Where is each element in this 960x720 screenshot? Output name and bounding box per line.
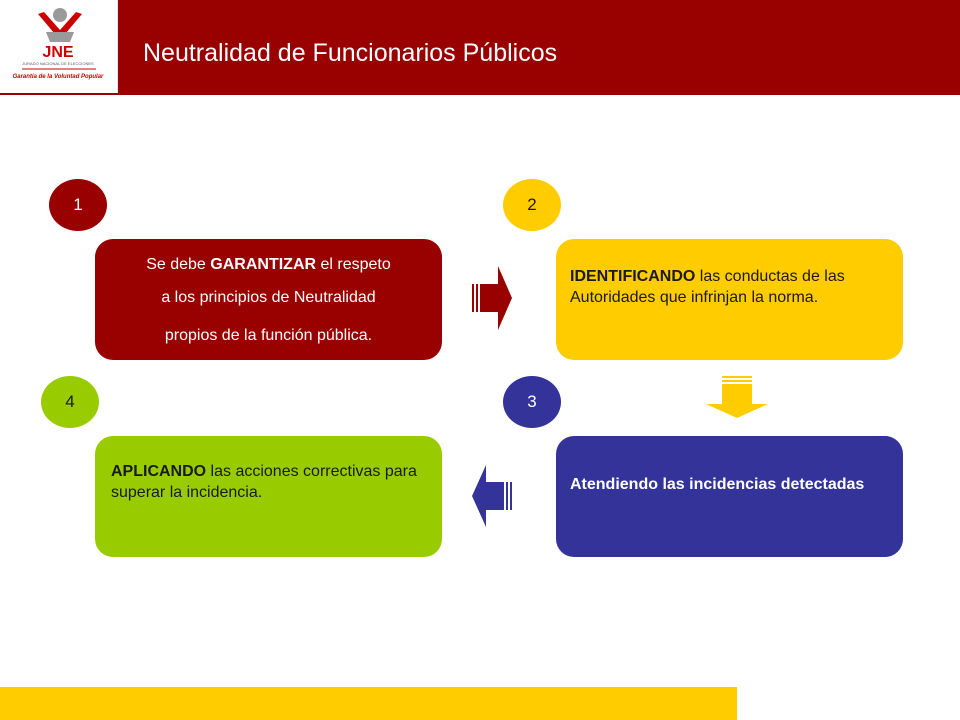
jne-logo-icon	[0, 0, 117, 93]
jne-logo	[0, 0, 118, 93]
step-2-keyword: IDENTIFICANDO	[570, 268, 696, 285]
step-1-number: 1	[49, 179, 107, 231]
step-4-text: las acciones correctivas para superar la incidencia.	[111, 463, 417, 501]
step-1-box	[95, 239, 442, 360]
step-2-text: las conductas de las Autoridades que infrinjan la norma.	[570, 268, 845, 306]
step-4-box	[95, 436, 442, 557]
arrow-right-icon	[472, 266, 512, 330]
arrow-left-icon	[472, 465, 512, 527]
page-title: Neutralidad de Funcionarios Públicos	[143, 39, 558, 67]
step-4-keyword: APLICANDO	[111, 463, 207, 480]
step-1-line-1: Se debe GARANTIZAR el respeto	[146, 256, 391, 273]
svg-text:Garantía de la Voluntad Popula: Garantía de la Voluntad Popular	[12, 74, 104, 80]
step-3-number: 3	[503, 376, 561, 428]
header-bar	[0, 0, 960, 95]
step-3-text: Atendiendo las incidencias detectadas	[570, 476, 865, 493]
step-1-line-3: propios de la función pública.	[164, 327, 373, 344]
footer-bar	[0, 687, 737, 720]
svg-text:JNE: JNE	[42, 44, 74, 61]
step-3-box	[556, 436, 903, 557]
step-4-number: 4	[41, 376, 99, 428]
svg-text:JURADO NACIONAL DE ELECCIONES: JURADO NACIONAL DE ELECCIONES	[22, 61, 94, 66]
step-2-box	[556, 239, 903, 360]
step-1-line-2: a los principios de Neutralidad	[161, 289, 376, 306]
arrow-down-icon	[706, 376, 768, 418]
step-2-number: 2	[503, 179, 561, 231]
